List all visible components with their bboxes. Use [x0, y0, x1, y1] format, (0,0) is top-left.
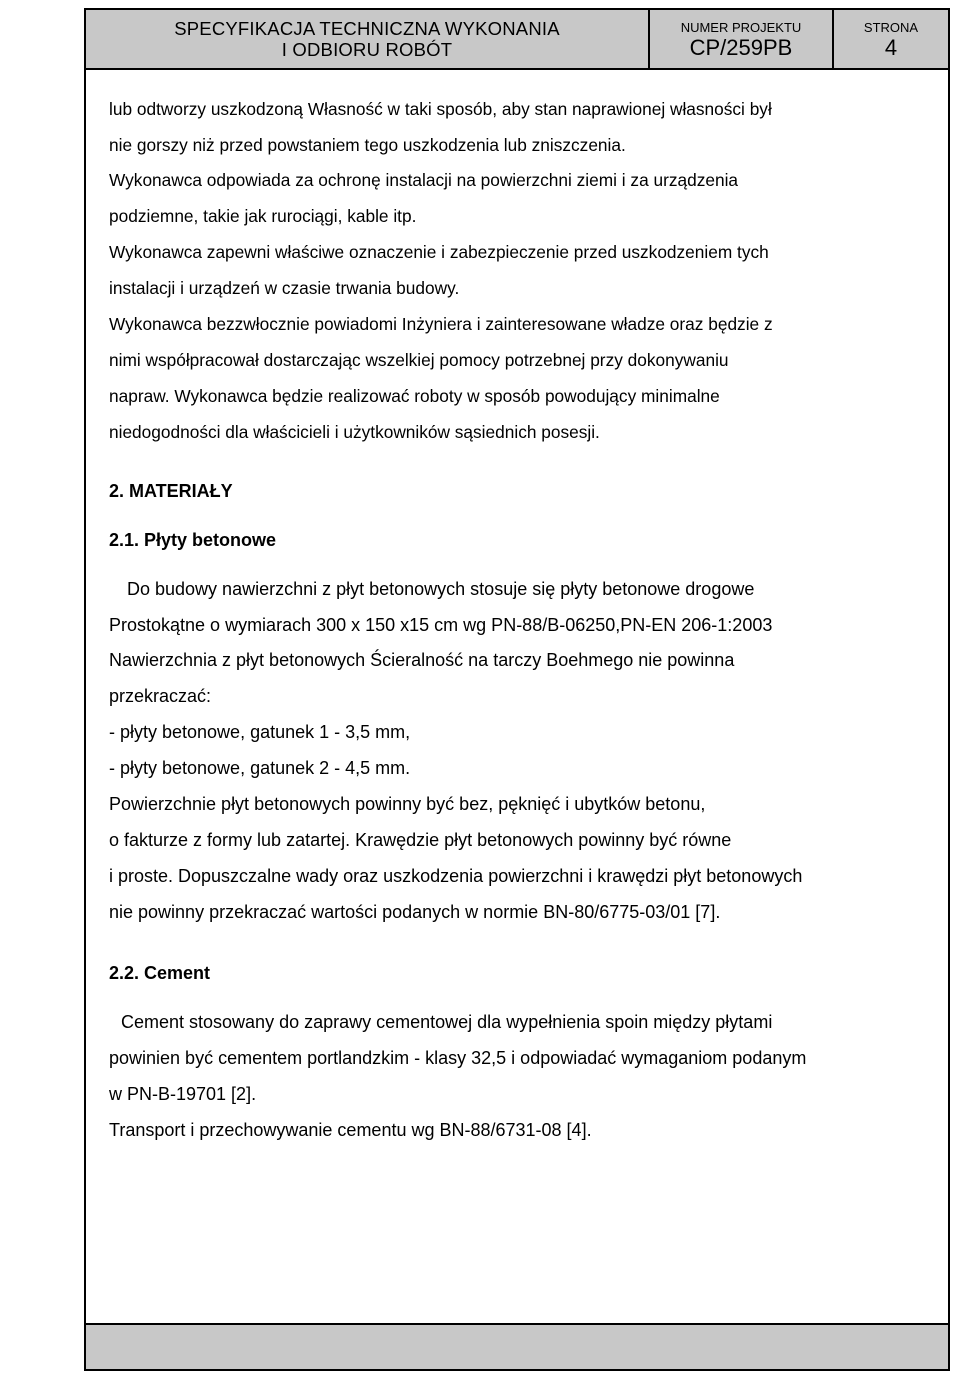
body-line: przekraczać: — [109, 686, 212, 706]
title-line-2: I ODBIORU ROBÓT — [281, 39, 453, 60]
body-line: Transport i przechowywanie cementu wg BN-88/6731-08 [4]. — [109, 1120, 592, 1140]
body-line: Wykonawca odpowiada za ochronę instalacji na powierzchni ziemi i za urządzenia — [109, 170, 739, 190]
page-number-label: STRONA — [863, 19, 919, 35]
document-title — [86, 10, 650, 68]
body-line: Wykonawca zapewni właściwe oznaczenie i zabezpieczenie przed uszkodzeniem tych — [109, 242, 769, 262]
project-number: CP/259PB — [689, 34, 793, 60]
body-line: Prostokątne o wymiarach 300 x 150 x15 cm wg PN-88/B-06250,PN-EN 206-1:2003 — [109, 615, 773, 635]
project-number-cell — [650, 10, 834, 68]
list-item: - płyty betonowe, gatunek 1 - 3,5 mm, — [109, 722, 411, 742]
list-item: - płyty betonowe, gatunek 2 - 4,5 mm. — [109, 758, 411, 778]
body-line: i proste. Dopuszczalne wady oraz uszkodzenia powierzchni i krawędzi płyt betonowych — [109, 866, 803, 886]
body-line: nimi współpracował dostarczając wszelkiej pomocy potrzebnej przy dokonywaniu — [109, 350, 729, 370]
section-heading: 2. MATERIAŁY — [109, 481, 233, 501]
subsection-heading: 2.1. Płyty betonowe — [109, 530, 277, 550]
page-number: 4 — [884, 34, 898, 60]
body-line: nie gorszy niż przed powstaniem tego uszkodzenia lub zniszczenia. — [109, 135, 626, 155]
body-line: Nawierzchnia z płyt betonowych Ścieralność na tarczy Boehmego nie powinna — [109, 650, 735, 670]
body-line: Do budowy nawierzchni z płyt betonowych stosuje się płyty betonowe drogowe — [127, 579, 755, 599]
page-number-cell — [834, 10, 948, 68]
body-line: podziemne, takie jak rurociągi, kable itp. — [109, 206, 417, 226]
body-line: instalacji i urządzeń w czasie trwania budowy. — [109, 278, 460, 298]
body-line: Wykonawca bezzwłocznie powiadomi Inżyniera i zainteresowane władze oraz będzie z — [109, 314, 773, 334]
title-line-1: SPECYFIKACJA TECHNICZNA WYKONANIA — [174, 18, 560, 39]
subsection-heading: 2.2. Cement — [109, 963, 211, 983]
body-line: w PN-B-19701 [2]. — [109, 1084, 257, 1104]
page-footer — [84, 1323, 950, 1371]
body-line: niedogodności dla właścicieli i użytkowników sąsiednich posesji. — [109, 422, 600, 442]
body-line: Cement stosowany do zaprawy cementowej dla wypełnienia spoin między płytami — [121, 1012, 773, 1032]
body-line: nie powinny przekraczać wartości podanych w normie BN-80/6775-03/01 [7]. — [109, 902, 721, 922]
body-line: lub odtworzy uszkodzoną Własność w taki sposób, aby stan naprawionej własności był — [109, 99, 772, 119]
body-line: Powierzchnie płyt betonowych powinny być bez, pęknięć i ubytków betonu, — [109, 794, 706, 814]
body-line: o fakturze z formy lub zatartej. Krawędzie płyt betonowych powinny być równe — [109, 830, 732, 850]
body-line: powinien być cementem portlandzkim - klasy 32,5 i odpowiadać wymaganiom podanym — [109, 1048, 807, 1068]
project-number-label: NUMER PROJEKTU — [680, 19, 802, 35]
page-header — [84, 8, 950, 70]
body-line: napraw. Wykonawca będzie realizować roboty w sposób powodujący minimalne — [109, 386, 720, 406]
